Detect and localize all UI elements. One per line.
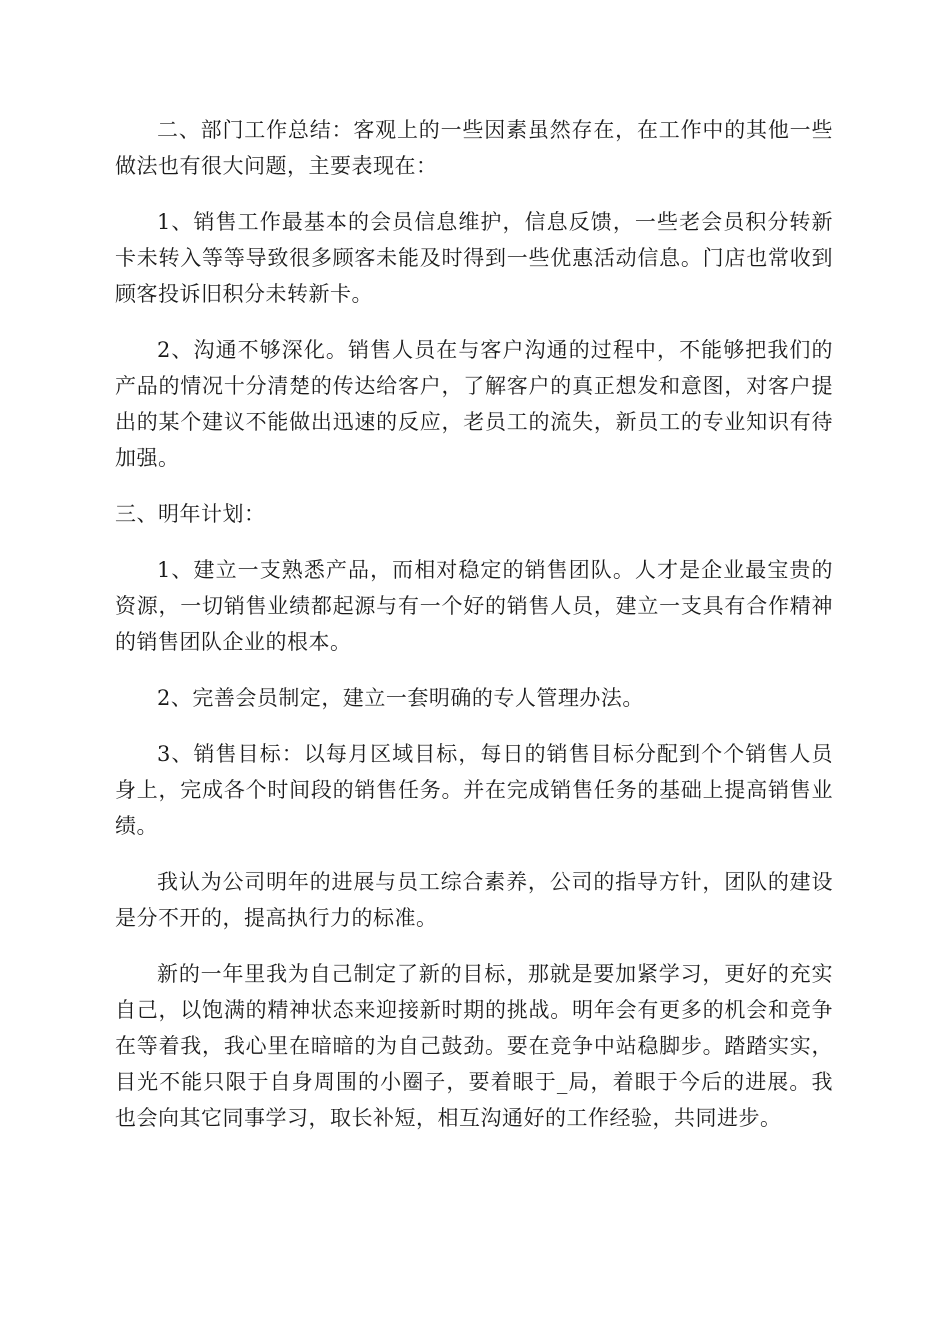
paragraph-sales-team: 1、建立一支熟悉产品，而相对稳定的销售团队。人才是企业最宝贵的资源，一切销售业绩都起源与有一个好的销售人员，建立一支具有合作精神的销售团队企业的根本。 xyxy=(115,558,833,654)
paragraph-department-summary: 二、部门工作总结：客观上的一些因素虽然存在，在工作中的其他一些做法也有很大问题，主要表现在： xyxy=(115,118,833,178)
paragraph-sales-target: 3、销售目标：以每月区域目标，每日的销售目标分配到个个销售人员身上，完成各个时间段的销售任务。并在完成销售任务的基础上提高销售业绩。 xyxy=(115,742,833,838)
paragraph-membership-system: 2、完善会员制定，建立一套明确的专人管理办法。 xyxy=(157,686,644,710)
paragraph-communication: 2、沟通不够深化。销售人员在与客户沟通的过程中，不能够把我们的产品的情况十分清楚的传达给客户，了解客户的真正想发和意图，对客户提出的某个建议不能做出迅速的反应，老员工的流失，新员工的专业知识有待加强。 xyxy=(115,338,833,470)
section-heading-next-year-plan: 三、明年计划： xyxy=(115,502,266,526)
paragraph-new-year-goals: 新的一年里我为自己制定了新的目标，那就是要加紧学习，更好的充实自己，以饱满的精神状态来迎接新时期的挑战。明年会有更多的机会和竞争在等着我，我心里在暗暗的为自己鼓劲。要在竞争中站稳脚步。踏踏实实，目光不能只限于自身周围的小圈子，要着眼于_局，着眼于今后的进展。我也会向其它同事学习，取长补短，相互沟通好的工作经验，共同进步。 xyxy=(115,962,833,1130)
document-page xyxy=(115,112,833,1156)
paragraph-company-development: 我认为公司明年的进展与员工综合素养，公司的指导方针，团队的建设是分不开的，提高执行力的标准。 xyxy=(115,870,833,930)
paragraph-member-info: 1、销售工作最基本的会员信息维护，信息反馈，一些老会员积分转新卡未转入等等导致很多顾客未能及时得到一些优惠活动信息。门店也常收到顾客投诉旧积分未转新卡。 xyxy=(115,210,833,306)
